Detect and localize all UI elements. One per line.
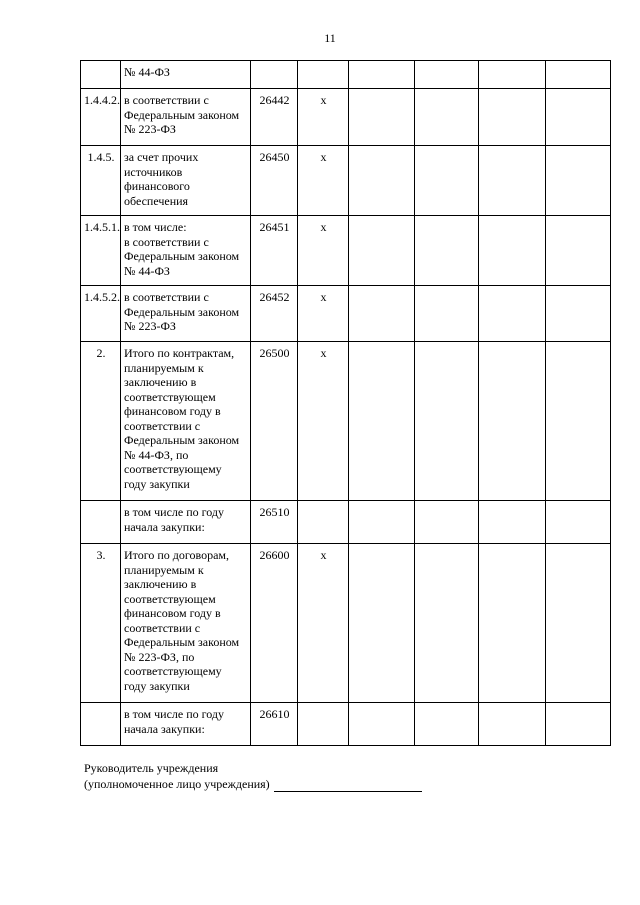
row-code: 26452 bbox=[251, 286, 298, 342]
empty-cell bbox=[349, 216, 415, 286]
row-number: 2. bbox=[81, 342, 121, 501]
empty-cell bbox=[349, 544, 415, 703]
empty-cell bbox=[479, 342, 546, 501]
signature-block bbox=[84, 760, 422, 792]
row-x bbox=[298, 501, 349, 544]
empty-cell bbox=[479, 146, 546, 216]
table-row bbox=[81, 89, 611, 146]
row-x: х bbox=[298, 544, 349, 703]
table-row bbox=[81, 501, 611, 544]
table-row bbox=[81, 342, 611, 501]
row-x: х bbox=[298, 286, 349, 342]
row-name: № 44-ФЗ bbox=[121, 61, 251, 89]
row-code: 26450 bbox=[251, 146, 298, 216]
empty-cell bbox=[349, 703, 415, 746]
empty-cell bbox=[546, 89, 611, 146]
row-number bbox=[81, 61, 121, 89]
row-name: Итого по контрактам, планируемым к заключению в соответствующем финансовом году в соответствии с Федеральным законом № 44-ФЗ, по соответствующему году закупки bbox=[121, 342, 251, 501]
page-number: 11 bbox=[324, 31, 336, 45]
empty-cell bbox=[349, 501, 415, 544]
row-name: Итого по договорам, планируемым к заключению в соответствующем финансовом году в соответствии с Федеральным законом № 223-ФЗ, по соответствующему году закупки bbox=[121, 544, 251, 703]
row-name: в соответствии с Федеральным законом № 223-ФЗ bbox=[121, 286, 251, 342]
row-number: 1.4.4.2. bbox=[81, 89, 121, 146]
empty-cell bbox=[546, 146, 611, 216]
empty-cell bbox=[479, 703, 546, 746]
empty-cell bbox=[546, 342, 611, 501]
row-number bbox=[81, 501, 121, 544]
row-code: 26451 bbox=[251, 216, 298, 286]
row-code: 26500 bbox=[251, 342, 298, 501]
row-code: 26600 bbox=[251, 544, 298, 703]
empty-cell bbox=[349, 342, 415, 501]
row-name: в том числе: в соответствии с Федеральным законом № 44-ФЗ bbox=[121, 216, 251, 286]
row-name: за счет прочих источников финансового обеспечения bbox=[121, 146, 251, 216]
row-x: х bbox=[298, 342, 349, 501]
row-x: х bbox=[298, 146, 349, 216]
row-number: 1.4.5. bbox=[81, 146, 121, 216]
row-x bbox=[298, 61, 349, 89]
empty-cell bbox=[349, 61, 415, 89]
row-code: 26442 bbox=[251, 89, 298, 146]
empty-cell bbox=[415, 146, 479, 216]
row-x: х bbox=[298, 216, 349, 286]
empty-cell bbox=[349, 146, 415, 216]
empty-cell bbox=[479, 89, 546, 146]
empty-cell bbox=[546, 703, 611, 746]
row-code bbox=[251, 61, 298, 89]
empty-cell bbox=[415, 501, 479, 544]
signature-title: Руководитель учреждения bbox=[84, 761, 219, 775]
row-code: 26610 bbox=[251, 703, 298, 746]
empty-cell bbox=[349, 286, 415, 342]
table-row bbox=[81, 703, 611, 746]
empty-cell bbox=[546, 544, 611, 703]
row-name: в том числе по году начала закупки: bbox=[121, 501, 251, 544]
empty-cell bbox=[546, 286, 611, 342]
table-row bbox=[81, 61, 611, 89]
empty-cell bbox=[415, 286, 479, 342]
row-name: в том числе по году начала закупки: bbox=[121, 703, 251, 746]
table-row bbox=[81, 216, 611, 286]
row-number: 3. bbox=[81, 544, 121, 703]
empty-cell bbox=[415, 61, 479, 89]
empty-cell bbox=[479, 61, 546, 89]
empty-cell bbox=[546, 61, 611, 89]
row-x: х bbox=[298, 89, 349, 146]
table-row bbox=[81, 286, 611, 342]
empty-cell bbox=[546, 216, 611, 286]
signature-line-row bbox=[84, 776, 422, 792]
signature-subtitle: (уполномоченное лицо учреждения) bbox=[84, 777, 270, 791]
empty-cell bbox=[349, 89, 415, 146]
row-x bbox=[298, 703, 349, 746]
empty-cell bbox=[415, 703, 479, 746]
row-code: 26510 bbox=[251, 501, 298, 544]
row-number bbox=[81, 703, 121, 746]
empty-cell bbox=[479, 216, 546, 286]
empty-cell bbox=[479, 544, 546, 703]
empty-cell bbox=[479, 286, 546, 342]
row-number: 1.4.5.2. bbox=[81, 286, 121, 342]
empty-cell bbox=[415, 544, 479, 703]
empty-cell bbox=[415, 216, 479, 286]
row-name: в соответствии с Федеральным законом № 223-ФЗ bbox=[121, 89, 251, 146]
signature-line bbox=[274, 779, 422, 792]
report-table bbox=[80, 60, 611, 746]
row-number: 1.4.5.1. bbox=[81, 216, 121, 286]
empty-cell bbox=[479, 501, 546, 544]
empty-cell bbox=[415, 89, 479, 146]
empty-cell bbox=[415, 342, 479, 501]
empty-cell bbox=[546, 501, 611, 544]
table-row bbox=[81, 146, 611, 216]
table-row bbox=[81, 544, 611, 703]
